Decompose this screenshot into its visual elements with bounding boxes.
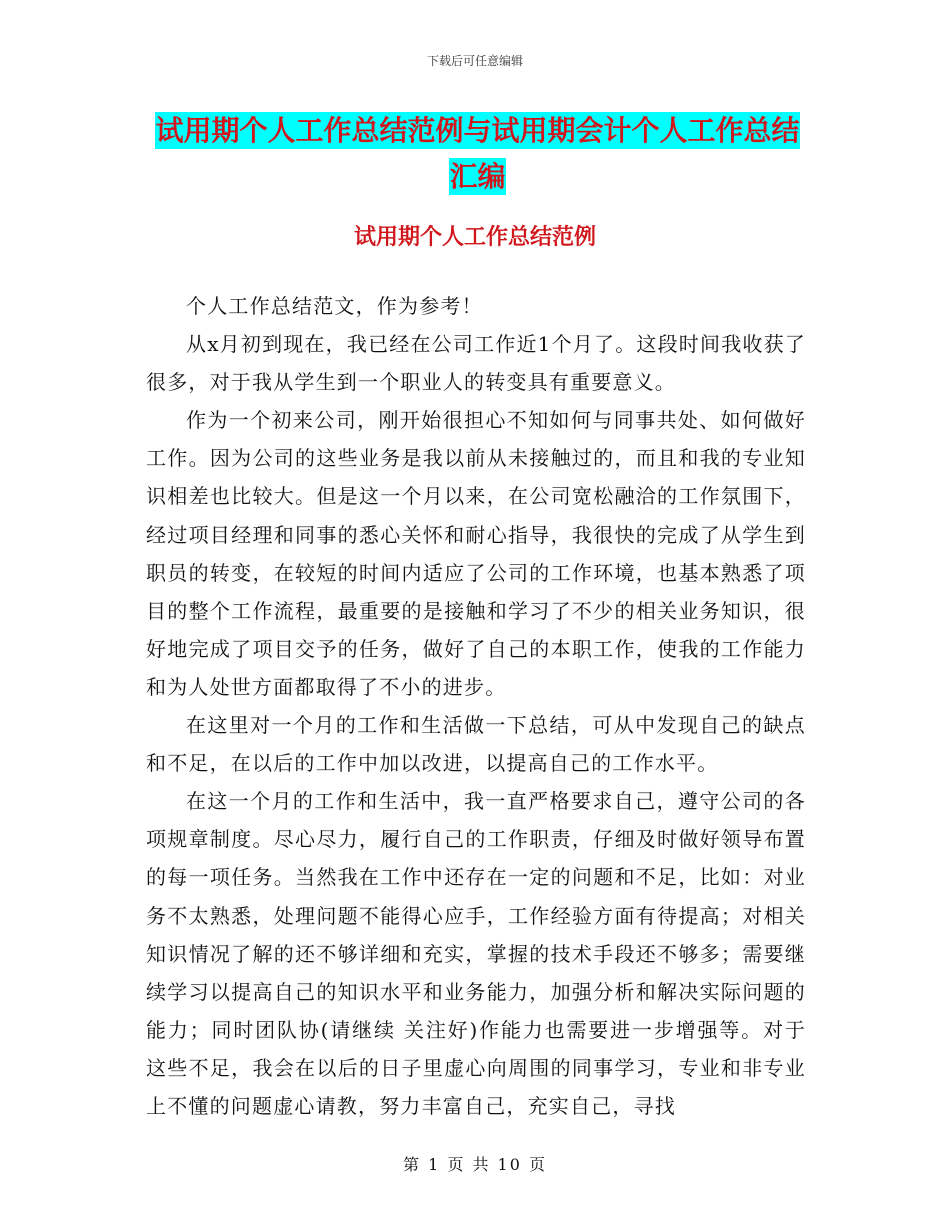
paragraph: 作为一个初来公司，刚开始很担心不知如何与同事共处、如何做好工作。因为公司的这些业务是我以前从未接触过的，而且和我的专业知识相差也比较大。但是这一个月以来，在公司宽松融洽的工作氛围下，经过项目经理和同事的悉心关怀和耐心指导，我很快的完成了从学生到职员的转变，在较短的时间内适应了公司的工作环境，也基本熟悉了项目的整个工作流程，最重要的是接触和学习了不少的相关业务知识，很好地完成了项目交予的任务，做好了自己的本职工作，使我的工作能力和为人处世方面都取得了不小的进步。 — [146, 408, 806, 699]
document-title-text: 试用期个人工作总结范例与试用期会计个人工作总结汇编 — [155, 114, 800, 193]
paragraph: 从x月初到现在，我已经在公司工作近1个月了。这段时间我收获了很多，对于我从学生到一个职业人的转变具有重要意义。 — [146, 332, 807, 395]
header-note: 下载后可任意编辑 — [426, 54, 523, 68]
document-body — [146, 287, 806, 1125]
paragraph: 在这里对一个月的工作和生活做一下总结，可从中发现自己的缺点和不足，在以后的工作中加以改进，以提高自己的工作水平。 — [146, 713, 806, 776]
document-title — [145, 108, 810, 200]
page-number: 第 1 页 共 10 页 — [403, 1155, 547, 1174]
paragraph: 在这一个月的工作和生活中，我一直严格要求自己，遵守公司的各项规章制度。尽心尽力，履行自己的工作职责，仔细及时做好领导布置的每一项任务。当然我在工作中还存在一定的问题和不足，比如：对业务不太熟悉，处理问题不能得心应手，工作经验方面有待提高；对相关知识情况了解的还不够详细和充实，掌握的技术手段还不够多；需要继续学习以提高自己的知识水平和业务能力，加强分析和解决实际问题的能力；同时团队协(请继续 关注好)作能力也需要进一步增强等。对于这些不足，我会在以后的日子里虚心向周围的同事学习，专业和非专业上不懂的问题虚心请教，努力丰富自己，充实自己，寻找 — [146, 789, 806, 1118]
section-title: 试用期个人工作总结范例 — [353, 225, 596, 250]
paragraph: 个人工作总结范文，作为参考！ — [186, 294, 483, 318]
